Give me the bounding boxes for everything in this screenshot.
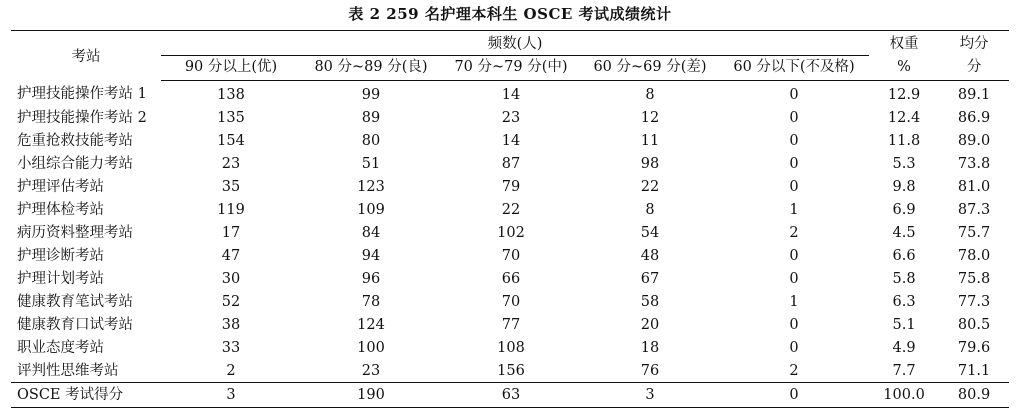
cell-f60: 12 — [640, 109, 660, 126]
cell-f90: 3 — [161, 383, 301, 408]
cell-fail: 2 — [789, 362, 799, 379]
header-grade-good: 80 分~89 分(良) — [301, 56, 441, 81]
cell-f70: 79 — [501, 178, 521, 195]
cell-f80: 123 — [357, 178, 385, 195]
cell-f80: 96 — [361, 270, 381, 287]
table-caption: 表 2 259 名护理本科生 OSCE 考试成绩统计 — [348, 5, 672, 23]
cell-fail: 2 — [789, 224, 799, 241]
header-frequency-group: 频数(人) — [161, 31, 869, 56]
cell-station: 护理评估考站 — [17, 178, 104, 195]
cell-mean: 86.9 — [957, 109, 991, 126]
cell-fail: 0 — [789, 155, 799, 172]
cell-fail: 0 — [789, 316, 799, 333]
cell-f80: 94 — [361, 247, 381, 264]
cell-station: 护理技能操作考站 1 — [17, 86, 147, 103]
cell-f80: 84 — [361, 224, 381, 241]
cell-f70: 22 — [501, 201, 521, 218]
cell-weight: 5.3 — [892, 155, 916, 172]
cell-f90: 135 — [217, 109, 245, 126]
cell-f90: 30 — [221, 270, 241, 287]
cell-f90: 38 — [221, 316, 241, 333]
cell-f80: 78 — [361, 293, 381, 310]
cell-mean: 80.9 — [939, 383, 1009, 408]
cell-mean: 81.0 — [957, 178, 991, 195]
osce-score-table — [11, 30, 1009, 408]
cell-fail: 0 — [789, 86, 799, 103]
cell-f80: 190 — [301, 383, 441, 408]
header-mean-unit: 分 — [939, 56, 1009, 81]
table-row — [11, 313, 1009, 336]
cell-f90: 2 — [226, 362, 236, 379]
cell-station: 护理计划考站 — [17, 270, 104, 287]
cell-station: 评判性思维考站 — [17, 362, 119, 379]
cell-station: 护理诊断考站 — [17, 247, 104, 264]
cell-fail: 0 — [789, 339, 799, 356]
cell-fail: 0 — [789, 178, 799, 195]
table-row — [11, 267, 1009, 290]
table-row — [11, 221, 1009, 244]
cell-f70: 23 — [501, 109, 521, 126]
cell-fail: 0 — [789, 247, 799, 264]
cell-f60: 8 — [645, 201, 655, 218]
cell-mean: 80.5 — [957, 316, 991, 333]
header-grade-poor: 60 分~69 分(差) — [581, 56, 719, 81]
cell-station: 病历资料整理考站 — [17, 224, 133, 241]
cell-weight: 7.7 — [892, 362, 916, 379]
table-row — [11, 244, 1009, 267]
cell-mean: 71.1 — [957, 362, 991, 379]
table-body — [11, 81, 1009, 408]
cell-f90: 154 — [217, 132, 245, 149]
table-row — [11, 336, 1009, 359]
cell-weight: 6.6 — [892, 247, 916, 264]
cell-weight: 9.8 — [892, 178, 916, 195]
cell-f80: 23 — [361, 362, 381, 379]
cell-f80: 80 — [361, 132, 381, 149]
cell-weight: 5.1 — [892, 316, 916, 333]
cell-f60: 54 — [640, 224, 660, 241]
cell-f80: 89 — [361, 109, 381, 126]
cell-f70: 156 — [497, 362, 525, 379]
cell-f60: 3 — [581, 383, 719, 408]
cell-f80: 100 — [357, 339, 385, 356]
cell-weight: 6.9 — [892, 201, 916, 218]
cell-station: 健康教育口试考站 — [17, 316, 133, 333]
cell-f60: 18 — [640, 339, 660, 356]
cell-fail: 0 — [789, 109, 799, 126]
cell-mean: 77.3 — [957, 293, 991, 310]
cell-weight: 6.3 — [892, 293, 916, 310]
cell-mean: 78.0 — [957, 247, 991, 264]
cell-mean: 75.8 — [957, 270, 991, 287]
cell-f70: 66 — [501, 270, 521, 287]
table-row — [11, 106, 1009, 129]
cell-station: 护理体检考站 — [17, 201, 104, 218]
cell-station: 健康教育笔试考站 — [17, 293, 133, 310]
cell-f80: 99 — [361, 86, 381, 103]
cell-f70: 70 — [501, 247, 521, 264]
cell-f90: 52 — [221, 293, 241, 310]
table-row — [11, 290, 1009, 313]
cell-weight: 11.8 — [887, 132, 921, 149]
cell-f60: 20 — [640, 316, 660, 333]
header-weight-top: 权重 — [869, 31, 939, 56]
table-row — [11, 129, 1009, 152]
cell-station: 护理技能操作考站 2 — [17, 109, 147, 126]
cell-f70: 108 — [497, 339, 525, 356]
cell-f60: 8 — [645, 86, 655, 103]
cell-f70: 77 — [501, 316, 521, 333]
cell-fail: 1 — [789, 293, 799, 310]
cell-weight: 5.8 — [892, 270, 916, 287]
cell-f70: 14 — [501, 86, 521, 103]
table-row — [11, 198, 1009, 221]
cell-f90: 35 — [221, 178, 241, 195]
table-row — [11, 152, 1009, 175]
cell-f90: 119 — [217, 201, 245, 218]
cell-f60: 67 — [640, 270, 660, 287]
cell-f90: 17 — [221, 224, 241, 241]
cell-f60: 58 — [640, 293, 660, 310]
cell-f90: 47 — [221, 247, 241, 264]
cell-weight: 4.9 — [892, 339, 916, 356]
table-row — [11, 175, 1009, 198]
cell-f60: 76 — [640, 362, 660, 379]
table-row — [11, 359, 1009, 383]
cell-f80: 109 — [357, 201, 385, 218]
cell-f70: 70 — [501, 293, 521, 310]
header-weight-unit: % — [869, 56, 939, 81]
cell-fail: 0 — [789, 270, 799, 287]
header-grade-excellent: 90 分以上(优) — [161, 56, 301, 81]
cell-mean: 89.1 — [957, 86, 991, 103]
cell-f70: 14 — [501, 132, 521, 149]
cell-fail: 0 — [719, 383, 869, 408]
cell-mean: 87.3 — [957, 201, 991, 218]
cell-station: 危重抢救技能考站 — [17, 132, 133, 149]
cell-f70: 63 — [441, 383, 581, 408]
cell-mean: 79.6 — [957, 339, 991, 356]
cell-weight: 12.9 — [887, 86, 921, 103]
cell-f90: 138 — [217, 86, 245, 103]
cell-f80: 51 — [361, 155, 381, 172]
cell-f90: 33 — [221, 339, 241, 356]
cell-f80: 124 — [357, 316, 385, 333]
cell-weight: 100.0 — [869, 383, 939, 408]
cell-weight: 4.5 — [892, 224, 916, 241]
header-grade-medium: 70 分~79 分(中) — [441, 56, 581, 81]
cell-weight: 12.4 — [887, 109, 921, 126]
cell-f70: 87 — [501, 155, 521, 172]
header-mean-top: 均分 — [939, 31, 1009, 56]
cell-station: OSCE 考试得分 — [11, 383, 161, 408]
cell-fail: 0 — [789, 132, 799, 149]
cell-f60: 48 — [640, 247, 660, 264]
table-row-total — [11, 383, 1009, 408]
cell-f60: 98 — [640, 155, 660, 172]
cell-station: 小组综合能力考站 — [17, 155, 133, 172]
cell-f60: 11 — [640, 132, 660, 149]
cell-mean: 75.7 — [957, 224, 991, 241]
cell-mean: 89.0 — [957, 132, 991, 149]
cell-f60: 22 — [640, 178, 660, 195]
cell-station: 职业态度考站 — [17, 339, 104, 356]
table-row — [11, 81, 1009, 107]
cell-f90: 23 — [221, 155, 241, 172]
header-grade-fail: 60 分以下(不及格) — [719, 56, 869, 81]
cell-mean: 73.8 — [957, 155, 991, 172]
cell-f70: 102 — [497, 224, 525, 241]
cell-fail: 1 — [789, 201, 799, 218]
header-station: 考站 — [11, 31, 161, 81]
